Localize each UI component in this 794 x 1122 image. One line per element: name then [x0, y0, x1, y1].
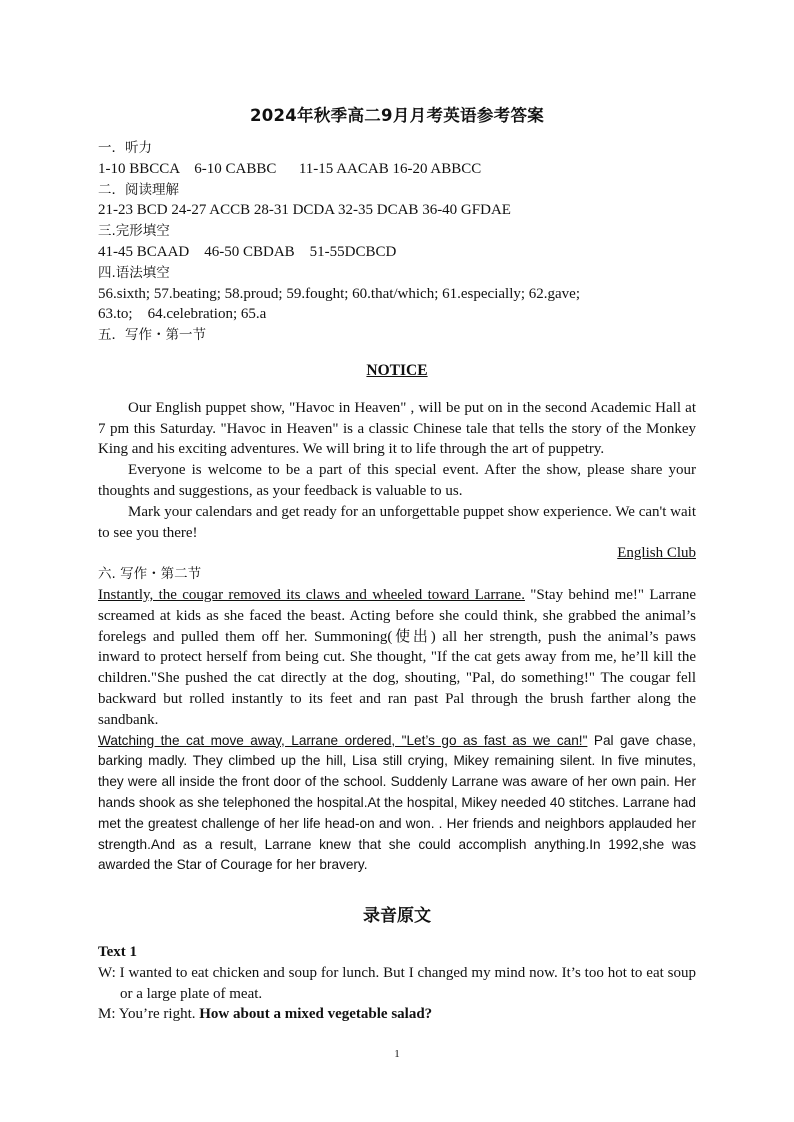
- story-paragraph-1: [98, 585, 696, 731]
- reading-heading: 二．阅读理解: [98, 181, 179, 198]
- transcript-heading: 录音原文: [363, 906, 431, 927]
- dialogue-woman-line: W: I wanted to eat chicken and soup for lunch. But I changed my mind now. It’s too hot to eat soup or a large plate of meat.: [98, 964, 696, 1002]
- page-title: 2024年秋季高二9月月考英语参考答案: [249, 106, 545, 125]
- notice-paragraph-1: Our English puppet show, "Havoc in Heaven" , will be put on in the second Academic Hall at 7 pm this Saturday. "Havoc in Heaven" is a classic Chinese tale that tells the story of the Monkey King and his exciting adventures. We will bring it to life through the art of puppetry.: [98, 399, 696, 458]
- notice-signature: English Club: [617, 545, 696, 562]
- grammar-heading: 四.语法填空: [98, 264, 170, 281]
- grammar-answers-line1: 56.sixth; 57.beating; 58.proud; 59.fought; 60.that/which; 61.especially; 62.gave;: [98, 285, 581, 302]
- grammar-answers-line2: 63.to; 64.celebration; 65.a: [98, 306, 267, 323]
- page-number: 1: [394, 1048, 400, 1060]
- story-p1-rest: "Stay behind me!" Larrane screamed at kids as she faced the beast. Acting before she could think, she grabbed the animal’s forelegs and pulled them off her. Summoning(使出) all her strength, push the animal’s paws inward to protect herself from being cut. She thought, "If the cat gets away from me, he’ll kill the children."She pushed the cat directly at the dog, shouting, "Pal, do something!" The cougar fell backward but rolled instantly to its feet and ran past Pal through the brush farther along the sandbank.: [98, 586, 697, 728]
- listening-heading: 一．听力: [98, 140, 152, 156]
- dialogue-man-prefix: M: You’re right.: [98, 1006, 200, 1023]
- notice-paragraph-3: Mark your calendars and get ready for an unforgettable puppet show experience. We can't wait to see you there!: [98, 503, 696, 541]
- cloze-answers: 41-45 BCAAD 46-50 CBDAB 51-55DCBCD: [98, 243, 397, 260]
- listening-answers: 1-10 BBCCA 6-10 CABBC 11-15 AACAB 16-20 ABBCC: [98, 160, 482, 177]
- transcript-text-label: Text 1: [98, 944, 138, 961]
- story-p2-rest: Pal gave chase, barking madly. They climbed up the hill, Lisa still crying, Mikey remaining silent. In five minutes, they were all inside the front door of the school. Suddenly Larrane was aware of her own pain. Her hands shook as she telephoned the hospital.At the hospital, Mikey needed 40 stitches. Larrane had met the greatest challenge of her life head-on and won. . Her friends and neighbors applauded her strength.And as a result, Larrane knew that she could accomplish anything.In 1992,she was awarded the Star of Courage for her bravery.: [98, 732, 696, 873]
- story-p2-lead: Watching the cat move away, Larrane ordered, "Let’s go as fast as we can!": [98, 732, 588, 748]
- story-paragraph-2: [98, 731, 696, 877]
- notice-title: NOTICE: [366, 362, 428, 380]
- reading-answers: 21-23 BCD 24-27 ACCB 28-31 DCDA 32-35 DCAB 36-40 GFDAE: [98, 202, 511, 219]
- writing1-heading: 五．写作・第一节: [98, 327, 206, 344]
- answer-body: [98, 138, 696, 1025]
- dialogue-man-bold: How about a mixed vegetable salad?: [199, 1006, 433, 1023]
- notice-paragraph-2: Everyone is welcome to be a part of this special event. After the show, please share your thoughts and suggestions, as your feedback is valuable to us.: [98, 462, 696, 499]
- dialogue-man-line: [98, 1004, 696, 1025]
- cloze-heading: 三.完形填空: [98, 223, 170, 240]
- story-p1-lead: Instantly, the cougar removed its claws and wheeled toward Larrane.: [98, 586, 525, 603]
- writing2-heading: 六. 写作・第二节: [98, 566, 202, 583]
